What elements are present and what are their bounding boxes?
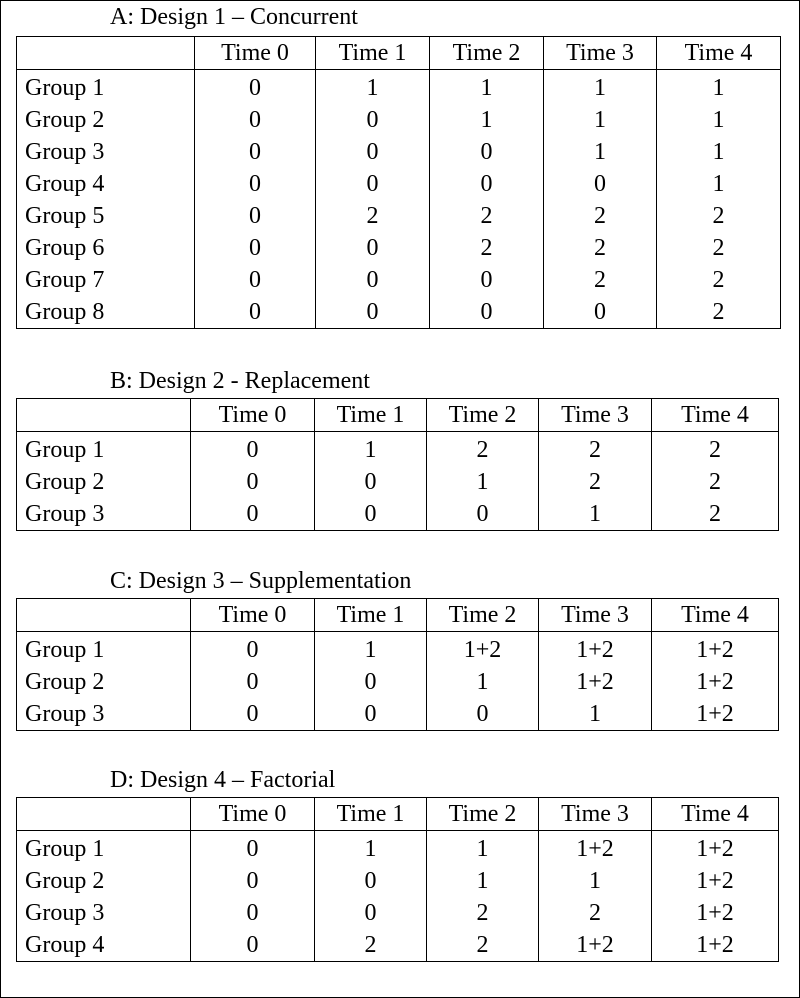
table-cell: 0 xyxy=(191,466,315,498)
table-cell: 1 xyxy=(316,70,430,105)
table-row xyxy=(17,104,781,136)
table-cell: 0 xyxy=(316,232,430,264)
table-row xyxy=(17,632,779,667)
row-label: Group 2 xyxy=(17,666,191,698)
table-cell: 2 xyxy=(709,501,721,527)
column-header-time-1: Time 1 xyxy=(316,37,430,70)
table-caption: B: Design 2 - Replacement xyxy=(110,368,370,394)
table-row xyxy=(17,70,781,105)
section-d xyxy=(16,767,779,962)
table-cell: 1 xyxy=(539,865,652,897)
table-caption: C: Design 3 – Supplementation xyxy=(110,568,412,594)
table-cell: 0 xyxy=(430,264,544,296)
table-cell: 0 xyxy=(430,168,544,200)
table-cell: 0 xyxy=(427,698,539,731)
table-cell: 0 xyxy=(315,698,427,731)
table-cell: 1 xyxy=(427,666,539,698)
table-cell: 2 xyxy=(427,432,539,467)
table-cell: 2 xyxy=(315,929,427,962)
table-row xyxy=(17,498,779,531)
table-cell: 0 xyxy=(195,136,316,168)
table-cell: 1+2 xyxy=(696,836,734,862)
table-row xyxy=(17,831,779,866)
table-row xyxy=(17,897,779,929)
table-cell: 1+2 xyxy=(539,666,652,698)
table-cell: 1 xyxy=(430,104,544,136)
table-cell: 2 xyxy=(539,432,652,467)
table-cell: 1 xyxy=(544,104,657,136)
header-corner-cell xyxy=(17,599,191,632)
table-cell: 1+2 xyxy=(696,868,734,894)
row-label: Group 3 xyxy=(17,498,191,531)
table-cell: 1 xyxy=(539,698,652,731)
table-cell: 1 xyxy=(544,70,657,105)
table-cell: 0 xyxy=(315,498,427,531)
table-caption: D: Design 4 – Factorial xyxy=(110,767,336,793)
table-cell: 0 xyxy=(195,70,316,105)
table-cell: 2 xyxy=(539,897,652,929)
row-label: Group 1 xyxy=(17,831,191,866)
column-header-time-3: Time 3 xyxy=(539,599,652,632)
design-table xyxy=(16,36,781,329)
table-cell: 0 xyxy=(195,200,316,232)
column-header-time-1: Time 1 xyxy=(315,399,427,432)
design-table xyxy=(16,398,779,531)
row-label: Group 7 xyxy=(17,264,195,296)
table-cell: 0 xyxy=(315,865,427,897)
table-cell: 0 xyxy=(191,666,315,698)
table-cell: 0 xyxy=(191,831,315,866)
table-row xyxy=(17,200,781,232)
table-row xyxy=(17,432,779,467)
row-label: Group 8 xyxy=(17,296,195,329)
table-cell: 1 xyxy=(315,432,427,467)
column-header-time-0: Time 0 xyxy=(195,37,316,70)
table-cell: 1+2 xyxy=(539,929,652,962)
table-cell: 1+2 xyxy=(696,900,734,926)
table-cell: 1+2 xyxy=(696,932,734,958)
table-cell: 0 xyxy=(191,897,315,929)
table-cell: 0 xyxy=(195,264,316,296)
column-header-time-3: Time 3 xyxy=(544,37,657,70)
table-cell: 0 xyxy=(191,698,315,731)
table-cell: 1 xyxy=(712,75,725,101)
table-cell: 1 xyxy=(539,498,652,531)
table-cell: 1+2 xyxy=(539,632,652,667)
table-cell: 1+2 xyxy=(696,701,734,727)
section-c xyxy=(16,568,779,731)
table-cell: 0 xyxy=(544,296,657,329)
table-cell: 0 xyxy=(195,296,316,329)
table-cell: 2 xyxy=(712,235,725,261)
table-row xyxy=(17,296,781,329)
row-label: Group 3 xyxy=(17,897,191,929)
row-label: Group 4 xyxy=(17,929,191,962)
table-cell: 0 xyxy=(315,897,427,929)
table-row xyxy=(17,666,779,698)
table-row xyxy=(17,168,781,200)
table-cell: 0 xyxy=(427,498,539,531)
table-cell: 0 xyxy=(191,929,315,962)
table-row xyxy=(17,466,779,498)
table-cell: 0 xyxy=(315,466,427,498)
table-cell: 1 xyxy=(712,171,725,197)
column-header-time-0: Time 0 xyxy=(191,599,315,632)
table-cell: 0 xyxy=(315,666,427,698)
row-label: Group 4 xyxy=(17,168,195,200)
header-row xyxy=(17,37,781,70)
section-a xyxy=(16,4,781,329)
table-cell: 0 xyxy=(195,104,316,136)
row-label: Group 1 xyxy=(17,70,195,105)
table-cell: 2 xyxy=(712,267,725,293)
table-cell: 0 xyxy=(430,136,544,168)
table-cell: 2 xyxy=(544,200,657,232)
row-label: Group 3 xyxy=(17,136,195,168)
row-label: Group 5 xyxy=(17,200,195,232)
column-header-time-2: Time 2 xyxy=(427,798,539,831)
header-corner-cell xyxy=(17,399,191,432)
table-cell: 1+2 xyxy=(427,632,539,667)
table-row xyxy=(17,136,781,168)
table-cell: 0 xyxy=(195,232,316,264)
table-cell: 2 xyxy=(709,469,721,495)
table-cell: 0 xyxy=(316,104,430,136)
table-row xyxy=(17,264,781,296)
table-cell: 1 xyxy=(427,466,539,498)
column-header-time-1: Time 1 xyxy=(315,798,427,831)
table-caption: A: Design 1 – Concurrent xyxy=(110,4,358,30)
table-cell: 2 xyxy=(316,200,430,232)
table-cell: 1 xyxy=(315,831,427,866)
column-header-time-1: Time 1 xyxy=(315,599,427,632)
table-cell: 2 xyxy=(427,897,539,929)
table-cell: 2 xyxy=(427,929,539,962)
table-cell: 2 xyxy=(544,264,657,296)
table-cell: 2 xyxy=(712,203,725,229)
row-label: Group 2 xyxy=(17,466,191,498)
column-header-time-4: Time 4 xyxy=(652,399,779,432)
table-cell: 0 xyxy=(191,632,315,667)
table-cell: 0 xyxy=(191,432,315,467)
column-header-time-2: Time 2 xyxy=(430,37,544,70)
section-b xyxy=(16,368,779,531)
row-label: Group 1 xyxy=(17,632,191,667)
table-row xyxy=(17,698,779,731)
table-row xyxy=(17,929,779,962)
header-corner-cell xyxy=(17,37,195,70)
column-header-time-4: Time 4 xyxy=(652,798,779,831)
table-cell: 2 xyxy=(709,437,721,463)
table-cell: 1+2 xyxy=(696,669,734,695)
table-cell: 0 xyxy=(544,168,657,200)
row-label: Group 2 xyxy=(17,865,191,897)
column-header-time-2: Time 2 xyxy=(427,399,539,432)
table-cell: 0 xyxy=(316,296,430,329)
table-cell: 2 xyxy=(539,466,652,498)
table-cell: 1 xyxy=(427,831,539,866)
table-cell: 0 xyxy=(191,865,315,897)
table-cell: 0 xyxy=(191,498,315,531)
column-header-time-4: Time 4 xyxy=(652,599,779,632)
header-row xyxy=(17,798,779,831)
column-header-time-3: Time 3 xyxy=(539,798,652,831)
table-cell: 1 xyxy=(430,70,544,105)
header-corner-cell xyxy=(17,798,191,831)
row-label: Group 2 xyxy=(17,104,195,136)
table-row xyxy=(17,232,781,264)
table-cell: 1+2 xyxy=(696,637,734,663)
table-cell: 2 xyxy=(544,232,657,264)
table-cell: 0 xyxy=(195,168,316,200)
table-cell: 0 xyxy=(430,296,544,329)
column-header-time-2: Time 2 xyxy=(427,599,539,632)
table-cell: 0 xyxy=(316,264,430,296)
table-cell: 1+2 xyxy=(539,831,652,866)
header-row xyxy=(17,599,779,632)
table-cell: 1 xyxy=(712,107,725,133)
column-header-time-4: Time 4 xyxy=(657,37,781,70)
table-cell: 1 xyxy=(712,139,725,165)
table-cell: 1 xyxy=(427,865,539,897)
table-cell: 0 xyxy=(316,168,430,200)
column-header-time-3: Time 3 xyxy=(539,399,652,432)
table-cell: 2 xyxy=(430,200,544,232)
row-label: Group 3 xyxy=(17,698,191,731)
row-label: Group 6 xyxy=(17,232,195,264)
table-row xyxy=(17,865,779,897)
row-label: Group 1 xyxy=(17,432,191,467)
header-row xyxy=(17,399,779,432)
table-cell: 1 xyxy=(544,136,657,168)
design-table xyxy=(16,797,779,962)
table-cell: 1 xyxy=(315,632,427,667)
table-cell: 2 xyxy=(430,232,544,264)
column-header-time-0: Time 0 xyxy=(191,399,315,432)
table-cell: 0 xyxy=(316,136,430,168)
design-table xyxy=(16,598,779,731)
table-cell: 2 xyxy=(712,299,725,325)
column-header-time-0: Time 0 xyxy=(191,798,315,831)
